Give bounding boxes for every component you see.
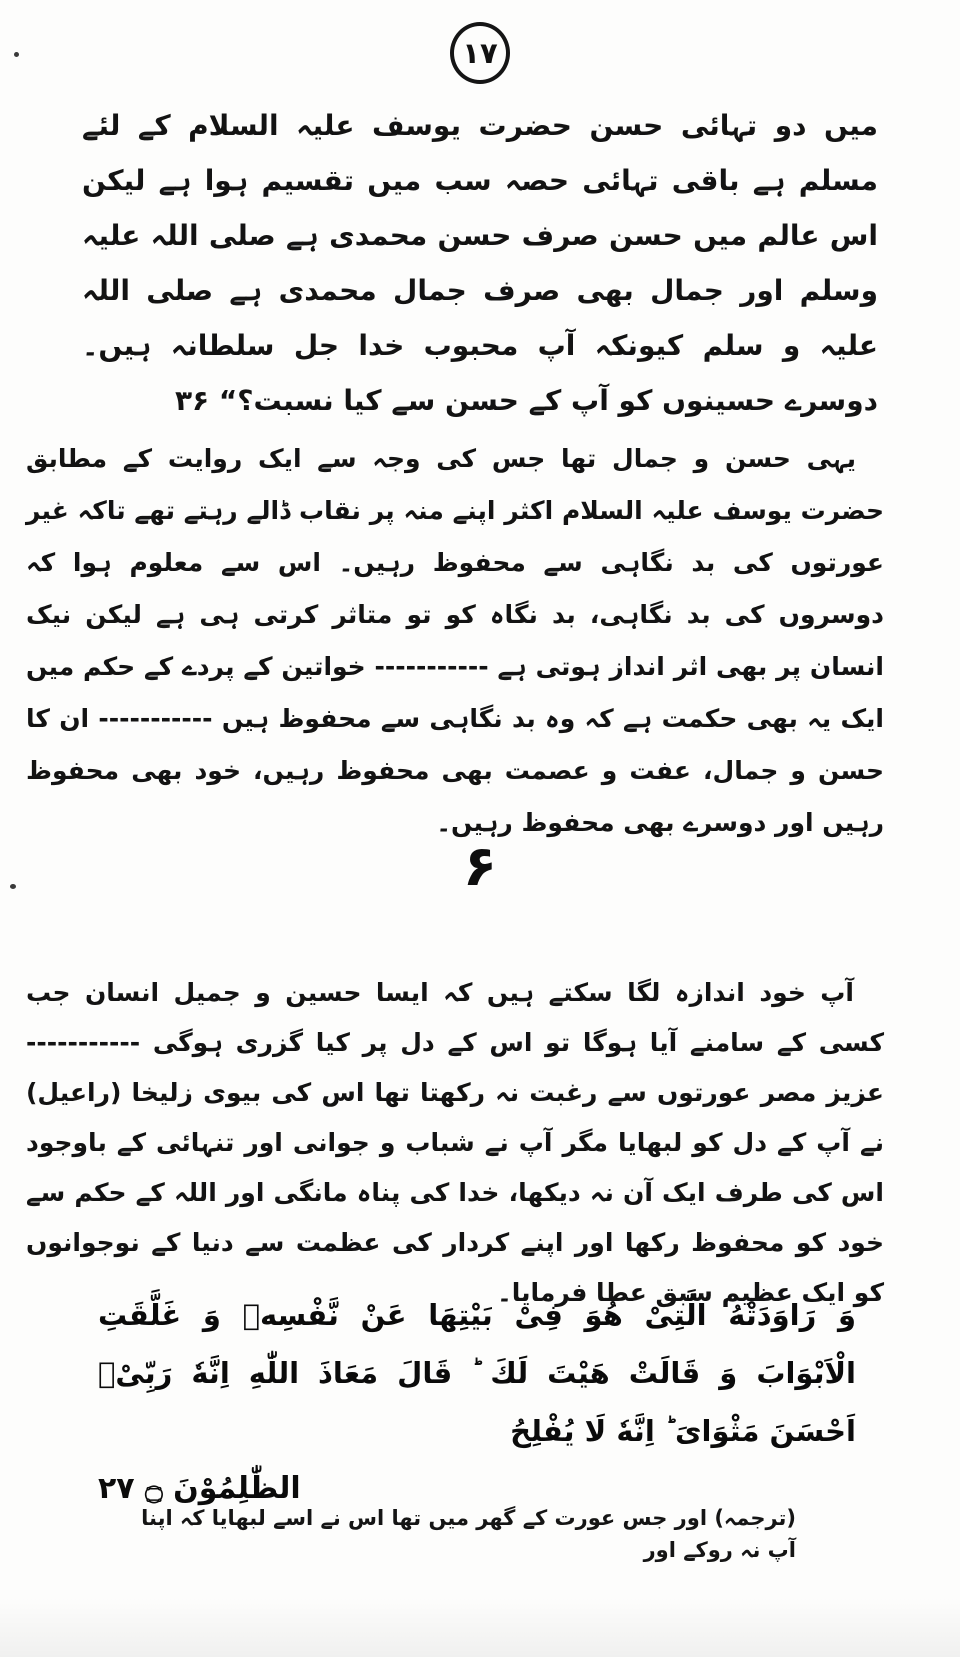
quran-verse-end-marker: الظّٰلِمُوْنَ ۝ ۲۷	[98, 1471, 301, 1506]
page-number-badge	[450, 22, 510, 84]
body-paragraph-2: آپ خود اندازہ لگا سکتے ہیں کہ ایسا حسین و جمیل انسان جب کسی کے سامنے آیا ہوگا تو اس کے دل پر کیا گزری ہوگی ----------- عزیز مصر عورتوں سے رغبت نہ رکھتا تھا اس کی بیوی زلیخا (راعیل) نے آپ کے دل کو لبھایا مگر آپ نے شباب و جوانی اور تنہائی کے باوجود اس کی طرف ایک آن نہ دیکھا، خدا کی پناہ مانگی اور اللہ کے حکم سے خود کو محفوظ رکھا اور اپنے کردار کی عظمت سے دنیا کے نوجوانوں کو ایک عظیم سبق عطا فرمایا۔	[26, 978, 884, 1307]
quotation-paragraph: میں دو تہائی حسن حضرت یوسف علیہ السلام کے لئے مسلم ہے باقی تہائی حصہ سب میں تقسیم ہوا ہے لیکن اس عالم میں حسن صرف حسن محمدی ہے صلی اللہ علیہ وسلم اور جمال بھی صرف جمال محمدی ہے صلی اللہ علیہ و سلم کیونکہ آپ محبوب خدا جل سلطانہ ہیں۔ دوسرے حسینوں کو آپ کے حسن سے کیا نسبت؟“ ۳۶	[82, 109, 878, 417]
body-paragraph-1: یہی حسن و جمال تھا جس کی وجہ سے ایک روایت کے مطابق حضرت یوسف علیہ السلام اکثر اپنے منہ پر نقاب ڈالے رہتے تھے تاکہ غیر عورتوں کی بد نگاہی سے محفوظ رہیں۔ اس سے معلوم ہوا کہ دوسروں کی بد نگاہی، بد نگاہ کو تو متاثر کرتی ہی ہے لیکن نیک انسان پر بھی اثر انداز ہوتی ہے ----------- خواتین کے پردے کے حکم میں ایک یہ بھی حکمت ہے کہ وہ بد نگاہی سے محفوظ ہیں ----------- ان کا حسن و جمال، عفت و عصمت بھی محفوظ رہیں، خود بھی محفوظ رہیں اور دوسرے بھی محفوظ رہیں۔	[26, 444, 884, 837]
translation-caption: (ترجمہ) اور جس عورت کے گھر میں تھا اس نے اسے لبھایا کہ اپنا آپ نہ روکے اور	[141, 1506, 796, 1562]
scan-speck	[14, 52, 19, 57]
section-number-heading: ۶	[462, 834, 498, 899]
quran-verse-text: وَ رَاوَدَتْهُ الَّتِیْ هُوَ فِیْ بَیْتِهَا عَنْ نَّفْسِهٖ وَ غَلَّقَتِ الْاَبْوَابَ وَ قَالَتْ هَیْتَ لَكَ ؕ قَالَ مَعَاذَ اللّٰهِ اِنَّهٗ رَبِّیْۤ اَحْسَنَ مَثْوَایَ ؕ اِنَّهٗ لَا یُفْلِحُ	[98, 1298, 856, 1448]
quran-verse-block	[98, 1286, 856, 1518]
scan-bottom-shadow	[0, 1597, 960, 1657]
scan-speck	[10, 884, 16, 889]
page-number: ۱۷	[462, 36, 498, 70]
